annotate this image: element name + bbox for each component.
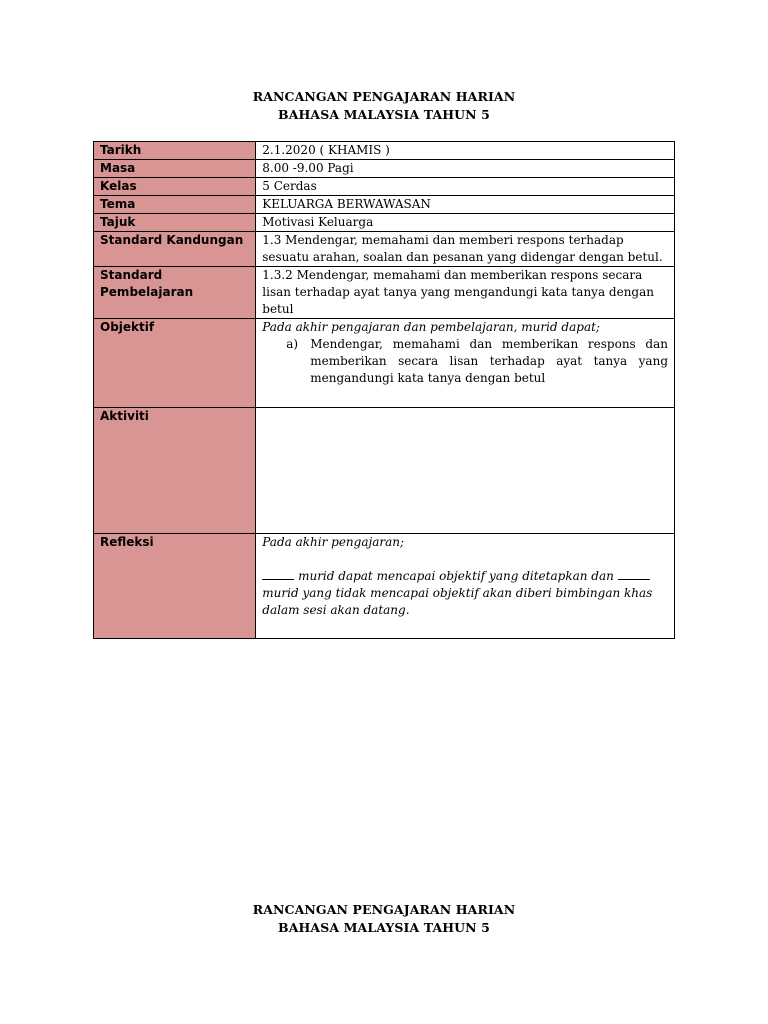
title-line-2: BAHASA MALAYSIA TAHUN 5 bbox=[278, 107, 490, 122]
page-title bbox=[0, 88, 768, 124]
objektif-text: Mendengar, memahami dan memberikan respons dan memberikan secara lisan terhadap ayat tanya yang mengandungi kata tanya dengan betul bbox=[310, 337, 668, 385]
value-standard-kandungan: 1.3 Mendengar, memahami dan memberi respons terhadap sesuatu arahan, soalan dan pesanan yang didengar dengan betul. bbox=[256, 232, 675, 267]
row-standard-kandungan bbox=[94, 232, 675, 267]
refleksi-text bbox=[262, 568, 668, 619]
label-tema: Tema bbox=[94, 196, 256, 214]
label-masa: Masa bbox=[94, 160, 256, 178]
value-refleksi bbox=[256, 534, 675, 639]
objektif-marker: a) bbox=[286, 337, 299, 351]
blank-line bbox=[618, 568, 650, 580]
lesson-plan-table bbox=[93, 141, 675, 639]
label-standard-kandungan: Standard Kandungan bbox=[94, 232, 256, 267]
value-tarikh: 2.1.2020 ( KHAMIS ) bbox=[256, 142, 675, 160]
row-masa bbox=[94, 160, 675, 178]
objektif-intro: Pada akhir pengajaran dan pembelajaran, murid dapat; bbox=[262, 320, 600, 334]
value-masa: 8.00 -9.00 Pagi bbox=[256, 160, 675, 178]
label-standard-pembelajaran: Standard Pembelajaran bbox=[94, 267, 256, 319]
label-refleksi: Refleksi bbox=[94, 534, 256, 639]
label-objektif: Objektif bbox=[94, 319, 256, 408]
label-kelas: Kelas bbox=[94, 178, 256, 196]
row-standard-pembelajaran bbox=[94, 267, 675, 319]
row-refleksi bbox=[94, 534, 675, 639]
title-line-1: RANCANGAN PENGAJARAN HARIAN bbox=[252, 89, 516, 104]
row-tarikh bbox=[94, 142, 675, 160]
value-kelas: 5 Cerdas bbox=[256, 178, 675, 196]
label-aktiviti: Aktiviti bbox=[94, 408, 256, 534]
row-tajuk bbox=[94, 214, 675, 232]
row-aktiviti bbox=[94, 408, 675, 534]
value-objektif bbox=[256, 319, 675, 408]
next-page-title bbox=[0, 901, 768, 937]
label-tarikh: Tarikh bbox=[94, 142, 256, 160]
list-item bbox=[262, 336, 668, 387]
label-tajuk: Tajuk bbox=[94, 214, 256, 232]
value-tema: KELUARGA BERWAWASAN bbox=[256, 196, 675, 214]
objektif-list bbox=[262, 336, 668, 387]
refleksi-intro: Pada akhir pengajaran; bbox=[262, 535, 405, 549]
refleksi-part-2: murid yang tidak mencapai objektif akan diberi bimbingan khas dalam sesi akan datang. bbox=[262, 586, 653, 617]
footer-title-line-1: RANCANGAN PENGAJARAN HARIAN bbox=[252, 902, 516, 917]
row-objektif bbox=[94, 319, 675, 408]
row-tema bbox=[94, 196, 675, 214]
footer-title-line-2: BAHASA MALAYSIA TAHUN 5 bbox=[278, 920, 490, 935]
value-tajuk: Motivasi Keluarga bbox=[256, 214, 675, 232]
value-standard-pembelajaran: 1.3.2 Mendengar, memahami dan memberikan respons secara lisan terhadap ayat tanya yang mengandungi kata tanya dengan betul bbox=[256, 267, 675, 319]
refleksi-part-1: murid dapat mencapai objektif yang ditetapkan dan bbox=[294, 569, 618, 583]
value-aktiviti bbox=[256, 408, 675, 534]
row-kelas bbox=[94, 178, 675, 196]
blank-line bbox=[262, 568, 294, 580]
